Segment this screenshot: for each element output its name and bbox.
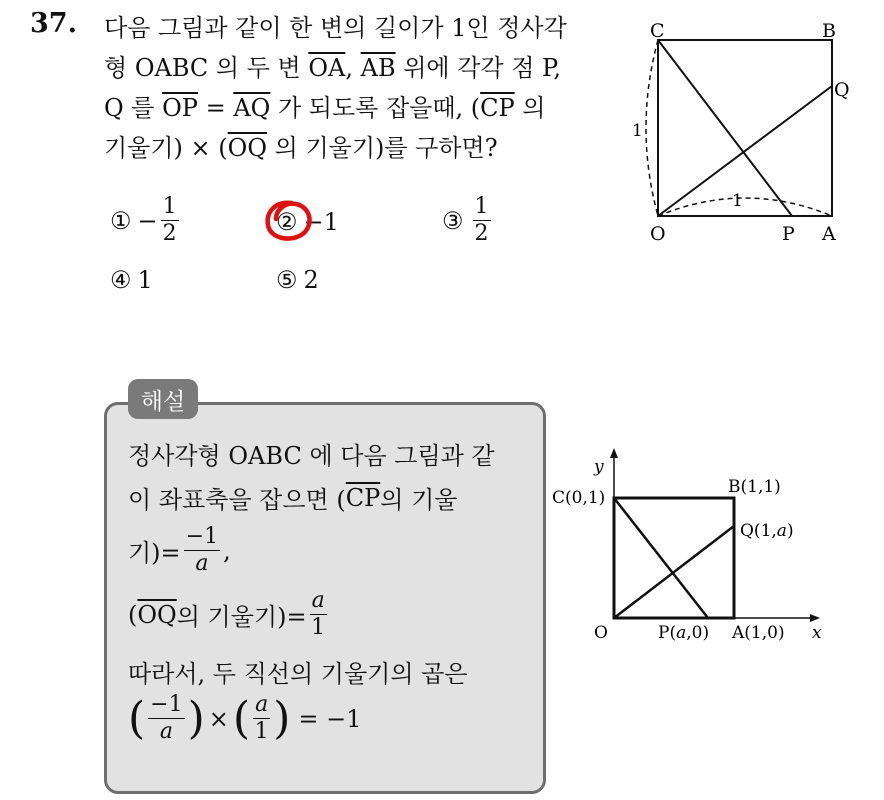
solution-tab: 해설 (128, 379, 198, 419)
solution-line-6: ( $\frac{-1}{a}$ ) × ( $\frac{a}{1}$ ) = −1 (128, 692, 362, 744)
choice-4[interactable]: ④ 1 (110, 266, 153, 294)
question-number: 37. (30, 8, 77, 39)
fraction: $\frac{1}{2}$ (474, 194, 489, 246)
label-a10: A(1,0) (732, 623, 785, 643)
label-b: B (822, 20, 836, 42)
choice-mark: ① (110, 206, 132, 235)
dashed-arc-oc (646, 40, 658, 216)
choice-2[interactable]: ② −1 (276, 208, 339, 236)
label-o: O (650, 223, 666, 245)
fraction: $\frac{-1}{a}$ (185, 524, 219, 576)
red-circle-annotation (262, 197, 318, 245)
question-text (104, 8, 624, 168)
label-side-oa: 1 (732, 191, 743, 211)
segment-cp: $\overline{CP}$ (480, 94, 515, 122)
question-line-3: Q 를 $\overline{OP} = \overline{AQ}$ 가 되도록 잡을때, ($\overline{CP}$ 의 (104, 94, 546, 122)
dashed-arc-oa (658, 198, 832, 216)
solution-line-1: 정사각형 OABC 에 다음 그림과 같 (128, 442, 495, 470)
question-line-1: 다음 그림과 같이 한 변의 길이가 1인 정사각 (104, 14, 567, 42)
coordinate-figure (546, 440, 884, 660)
label-c: C (650, 20, 665, 42)
fraction: $\frac{1}{2}$ (162, 194, 177, 246)
x-axis-arrow (810, 614, 820, 622)
label-side-oc: 1 (632, 121, 643, 141)
fraction: $\frac{-1}{a}$ (150, 692, 183, 744)
segment-oa: $\overline{OA}$ (308, 54, 346, 82)
segment-cp-line (658, 40, 792, 216)
solution-line-4: ( $\overline{OQ}$ 의 기울기)= $\frac{a}{1}$ (128, 588, 326, 640)
label-x: x (812, 623, 822, 643)
label-c01: C(0,1) (552, 488, 606, 508)
fraction: $\frac{a}{1}$ (254, 692, 269, 744)
solution-line-3: 기)= $\frac{-1}{a}$ , (128, 524, 231, 576)
label-q: Q (834, 79, 850, 101)
y-axis-arrow (610, 448, 618, 458)
segment-op: $\overline{OP}$ (162, 94, 198, 122)
choice-5[interactable]: ⑤ 2 (276, 266, 319, 294)
solution-line-2: 이 좌표축을 잡으면 ( $\overline{CP}$ 의 기울 (128, 483, 458, 514)
label-pa0: P(a,0) (658, 623, 710, 643)
solution-line-5: 따라서, 두 직선의 기울기의 곱은 (128, 660, 468, 688)
choice-mark: ⑤ (276, 266, 298, 294)
question-line-4: 기울기) × ($\overline{OQ}$ 의 기울기)를 구하면? (104, 134, 498, 162)
choice-1[interactable]: ① − $\frac{1}{2}$ (110, 194, 177, 246)
choice-mark: ③ (442, 206, 464, 235)
line-oq (614, 526, 734, 618)
label-q1a: Q(1,a) (740, 521, 794, 541)
segment-aq: $\overline{AQ}$ (233, 94, 271, 122)
square-oabc (658, 40, 832, 216)
segment-ab: $\overline{AB}$ (360, 54, 396, 82)
label-y: y (594, 457, 604, 477)
segment-oq-line (658, 86, 832, 216)
label-o2: O (594, 623, 608, 643)
choice-mark: ④ (110, 266, 132, 294)
choice-3[interactable] (442, 196, 494, 245)
label-p: P (782, 223, 795, 245)
unit-square (614, 498, 734, 618)
fraction: $\frac{a}{1}$ (311, 588, 326, 640)
label-b11: B(1,1) (728, 477, 781, 497)
segment-oq: $\overline{OQ}$ (227, 134, 268, 162)
square-figure (630, 20, 860, 250)
question-line-2: 형 OABC 의 두 변 $\overline{OA}$, $\overline{AB}$ 위에 각각 점 P, (104, 54, 561, 82)
label-a: A (822, 223, 836, 245)
choice-mark: ② (276, 208, 298, 236)
